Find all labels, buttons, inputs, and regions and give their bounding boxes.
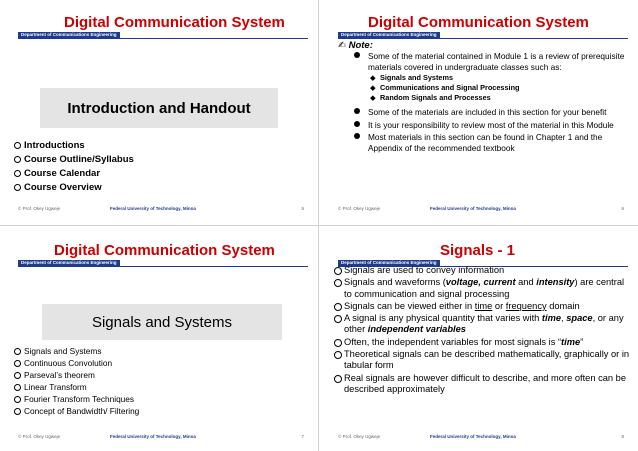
slide-4: Signals - 1 Department of Communications Engineering Signals are used to convey information Signals and waveforms (voltage, current and intensity) are central to communication and signal processing Signals can be viewed either in time or frequency domain A signal is any physical quantity that varies with time, space, or any other independent variables Often, the independent variables for most signals is “time” Theoretical signals can be described mathematically, graphically or in tabular form Real signals are however difficult to describe, and more often can be described approximately © Prof. Okey Ugweje Federal University of Technology, Minna 8 xyxy=(332,236,632,446)
list-item: Continuous Convolution xyxy=(14,357,139,369)
bullet-icon xyxy=(334,339,342,347)
page-number: 5 xyxy=(301,206,304,211)
list-item: Course Calendar xyxy=(14,166,134,180)
bullet-icon xyxy=(354,52,360,58)
diamond-icon: ◆ xyxy=(370,83,376,92)
bullet-icon xyxy=(14,348,21,355)
slide-3: Digital Communication System Department of Communications Engineering Signals and Systems Signals and Systems Continuous Convolution Parseval’s theorem Linear Transform Fourier Transform Techniques Concept of Bandwidth/ Filtering © Prof. Okey Ugweje Federal University of Technology, Minna 7 xyxy=(12,236,312,446)
diamond-icon: ◆ xyxy=(370,93,376,102)
page-number: 7 xyxy=(301,434,304,439)
bullet-icon xyxy=(334,303,342,311)
list-item: ◆ Communications and Signal Processing xyxy=(370,83,520,92)
slide-title: Digital Communication System xyxy=(368,14,589,31)
list-item: Most materials in this section can be found in Chapter 1 and the Appendix of the recommended textbook xyxy=(354,132,630,153)
pencil-icon: ✍ xyxy=(338,40,346,51)
page-number: 6 xyxy=(621,206,624,211)
list-item: Course Outline/Syllabus xyxy=(14,152,134,166)
bullet-icon xyxy=(334,315,342,323)
list-item: It is your responsibility to review most of the material in this Module xyxy=(354,120,630,131)
list-item: Introductions xyxy=(14,138,134,152)
department-label: Department of Communications Engineering xyxy=(18,32,120,38)
list-item: A signal is any physical quantity that varies with time, space, or any other independent variables xyxy=(334,313,632,336)
list-item: ◆ Signals and Systems xyxy=(370,73,453,82)
diamond-icon: ◆ xyxy=(370,73,376,82)
slide-2: Digital Communication System Department of Communications Engineering ✍ Note: Some of the material contained in Module 1 is a review of prerequisite materials covered in undergraduate classes such as: ◆ Signals and Systems ◆ Communications and Signal Processing ◆ Random Signals and Processes Some of the materials are included in this section for your benefit It is your responsibility to review most of the material in this Module Most materials in this section can be found in Chapter 1 and the Appendix of the recommended textbook © Prof. Okey Ugweje Federal University of Technology, Minna 6 xyxy=(332,8,632,218)
bullet-icon xyxy=(14,408,21,415)
list-item: Signals and waveforms (voltage, current and intensity) are central to communication and signal processing xyxy=(334,277,632,300)
list-item: Signals are used to convey information xyxy=(334,265,632,276)
bullet-icon xyxy=(14,396,21,403)
bullet-icon xyxy=(14,156,21,163)
bullet-icon xyxy=(334,267,342,275)
bullet-icon xyxy=(14,170,21,177)
slide-body xyxy=(334,265,632,395)
page-divider-horizontal xyxy=(0,225,638,226)
topic-list xyxy=(14,345,139,417)
list-item: Concept of Bandwidth/ Filtering xyxy=(14,405,139,417)
note-body xyxy=(354,51,630,153)
list-item: Linear Transform xyxy=(14,381,139,393)
bullet-icon xyxy=(334,351,342,359)
list-item: Theoretical signals can be described mathematically, graphically or in tabular form xyxy=(334,349,632,372)
bullet-icon xyxy=(14,384,21,391)
slide-title: Digital Communication System xyxy=(54,242,275,259)
topic-list xyxy=(14,138,134,194)
list-item: ◆ Random Signals and Processes xyxy=(370,93,491,102)
list-item: Real signals are however difficult to describe, and more often can be described approximately xyxy=(334,373,632,396)
list-item: Course Overview xyxy=(14,180,134,194)
note-heading: ✍ Note: xyxy=(338,40,373,51)
bullet-icon xyxy=(354,108,360,114)
department-label: Department of Communications Engineering xyxy=(18,260,120,266)
list-item: Signals can be viewed either in time or frequency domain xyxy=(334,301,632,312)
list-item: Often, the independent variables for most signals is “time” xyxy=(334,337,632,348)
slide-title: Signals - 1 xyxy=(440,242,516,259)
page-number: 8 xyxy=(621,434,624,439)
slide-1: Digital Communication System Department of Communications Engineering Introduction and Handout Introductions Course Outline/Syllabus Course Calendar Course Overview © Prof. Okey Ugweje Federal University of Technology, Minna 5 xyxy=(12,8,312,218)
section-heading: Introduction and Handout xyxy=(40,88,278,128)
bullet-icon xyxy=(14,184,21,191)
sub-list xyxy=(354,73,630,103)
list-item: Fourier Transform Techniques xyxy=(14,393,139,405)
slide-title: Digital Communication System xyxy=(64,14,285,31)
bullet-icon xyxy=(354,121,360,127)
list-item: Some of the materials are included in this section for your benefit xyxy=(354,107,630,118)
department-label: Department of Communications Engineering xyxy=(338,260,440,266)
bullet-icon xyxy=(334,279,342,287)
list-item: Signals and Systems xyxy=(14,345,139,357)
bullet-icon xyxy=(334,375,342,383)
list-item: Parseval’s theorem xyxy=(14,369,139,381)
section-heading: Signals and Systems xyxy=(42,304,282,340)
bullet-icon xyxy=(14,372,21,379)
list-item: Some of the material contained in Module 1 is a review of prerequisite materials covered in undergraduate classes such as: xyxy=(354,51,630,72)
bullet-icon xyxy=(14,360,21,367)
bullet-icon xyxy=(354,133,360,139)
department-label: Department of Communications Engineering xyxy=(338,32,440,38)
bullet-icon xyxy=(14,142,21,149)
